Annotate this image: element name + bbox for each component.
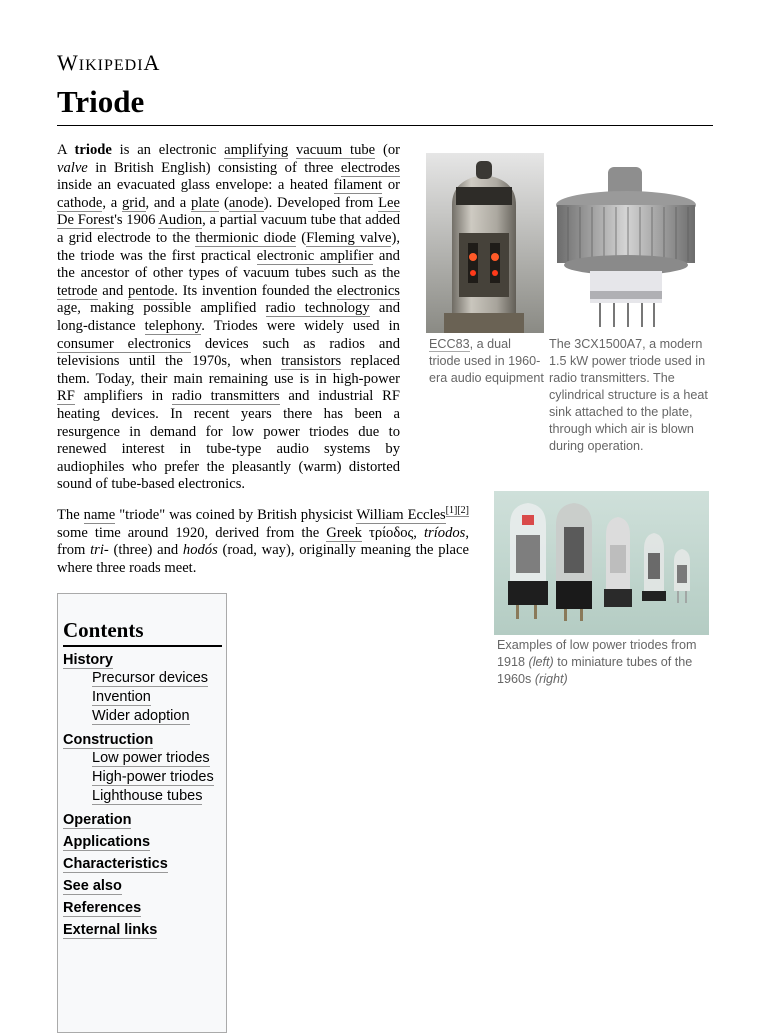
ecc83-tube-image[interactable]	[426, 153, 544, 333]
link-vacuum-tube[interactable]: vacuum tube	[296, 142, 376, 158]
link-greek[interactable]: Greek	[326, 524, 362, 541]
link-thermionic-diode[interactable]: thermionic diode	[195, 229, 297, 246]
etymology-paragraph: The name "triode" was coined by British physicist William Eccles[1][2] some time around 1920, derived from the Greek τρίοδος, tríodos, from tri- (three) and hodós (road, way), originally meaning the place where three roads meet.	[57, 505, 469, 576]
link-grid[interactable]: grid	[122, 194, 146, 211]
power-triode-image[interactable]	[548, 153, 714, 333]
page-title: Triode	[57, 84, 145, 119]
link-electronics[interactable]: electronics	[336, 282, 400, 299]
toc-item-wider-adoption[interactable]: Wider adoption	[92, 708, 190, 724]
link-amplifying[interactable]: amplifying	[224, 142, 289, 158]
ecc83-caption: ECC83, a dual triode used in 1960-era audio equipment	[429, 337, 544, 385]
link-pentode[interactable]: pentode	[128, 282, 175, 299]
link-cathode[interactable]: cathode	[57, 194, 103, 211]
toc-item-operation[interactable]: Operation	[63, 812, 132, 828]
toc-title: Contents	[63, 618, 222, 647]
title-divider	[57, 125, 713, 126]
link-radio-transmitters[interactable]: radio transmitters	[171, 388, 280, 405]
link-audion[interactable]: Audion	[158, 212, 203, 229]
link-filament[interactable]: filament	[333, 177, 383, 194]
toc-item-precursor-devices[interactable]: Precursor devices	[92, 670, 209, 686]
toc-item-references[interactable]: References	[63, 900, 142, 916]
toc-item-lighthouse-tubes[interactable]: Lighthouse tubes	[92, 788, 203, 804]
reference-2[interactable]: [2]	[457, 505, 469, 517]
link-tetrode[interactable]: tetrode	[57, 282, 98, 299]
toc-item-characteristics[interactable]: Characteristics	[63, 856, 168, 872]
link-anode[interactable]: anode	[228, 194, 264, 211]
link-lee-de-forest[interactable]: Lee De Forest	[57, 194, 400, 229]
toc-item-low-power-triodes[interactable]: Low power triodes	[92, 750, 210, 766]
link-fleming-valve[interactable]: Fleming valve	[306, 229, 392, 246]
link-consumer-electronics[interactable]: consumer electronics	[57, 335, 191, 352]
link-electrodes[interactable]: electrodes	[340, 159, 400, 176]
link-plate[interactable]: plate	[190, 194, 220, 211]
link-ecc83[interactable]: ECC83	[429, 337, 470, 351]
toc-item-construction[interactable]: Construction	[63, 732, 154, 748]
wikipedia-logo[interactable]: WIKIPEDIA	[57, 50, 161, 75]
toc-item-see-also[interactable]: See also	[63, 878, 122, 894]
toc-item-external-links[interactable]: External links	[63, 922, 158, 938]
link-name[interactable]: name	[83, 507, 116, 523]
power-triode-caption: The 3CX1500A7, a modern 1.5 kW power triode used in radio transmitters. The cylindrical structure is a heat sink attached to the plate, through which air is blown during operation.	[549, 337, 708, 453]
reference-1[interactable]: [1]	[445, 505, 458, 517]
link-radio-technology[interactable]: radio technology	[265, 300, 370, 317]
link-electronic-amplifier[interactable]: electronic amplifier	[256, 247, 374, 264]
intro-paragraph: A triode is an electronic amplifying vacuum tube (or valve in British English) consisting of three electrodes inside an evacuated glass envelope: a heated filament or cathode, a grid, and a plate (anode). Developed from Lee De Forest's 1906 Audion, a partial vacuum tube that added a grid electrode to the thermionic diode (Fleming valve), the triode was the first practical electronic amplifier and the ancestor of other types of vacuum tubes such as the tetrode and pentode. Its invention founded the electronics age, making possible amplified radio technology and long-distance telephony. Triodes were widely used in consumer electronics devices such as radios and televisions until the 1970s, when transistors replaced them. Today, their main remaining use is in high-power RF amplifiers in radio transmitters and industrial RF heating devices. In recent years there has been a resurgence in demand for low power triodes due to renewed interest in tube-type audio systems by audiophiles who prefer the pleasantly (warm) distorted sound of tube-based electronics.	[57, 142, 401, 493]
toc-item-invention[interactable]: Invention	[92, 689, 151, 705]
low-power-triodes-image[interactable]	[494, 491, 709, 635]
toc-item-history[interactable]: History	[63, 652, 113, 668]
link-william-eccles[interactable]: William Eccles	[356, 507, 446, 523]
toc-item-applications[interactable]: Applications	[63, 834, 151, 850]
table-of-contents	[57, 593, 227, 1033]
toc-item-high-power-triodes[interactable]: High-power triodes	[92, 769, 214, 785]
link-telephony[interactable]: telephony	[144, 317, 202, 334]
low-power-triodes-caption: Examples of low power triodes from 1918 (left) to miniature tubes of the 1960s (right)	[497, 638, 697, 686]
link-rf[interactable]: RF	[57, 388, 75, 405]
link-transistors[interactable]: transistors	[281, 353, 342, 370]
